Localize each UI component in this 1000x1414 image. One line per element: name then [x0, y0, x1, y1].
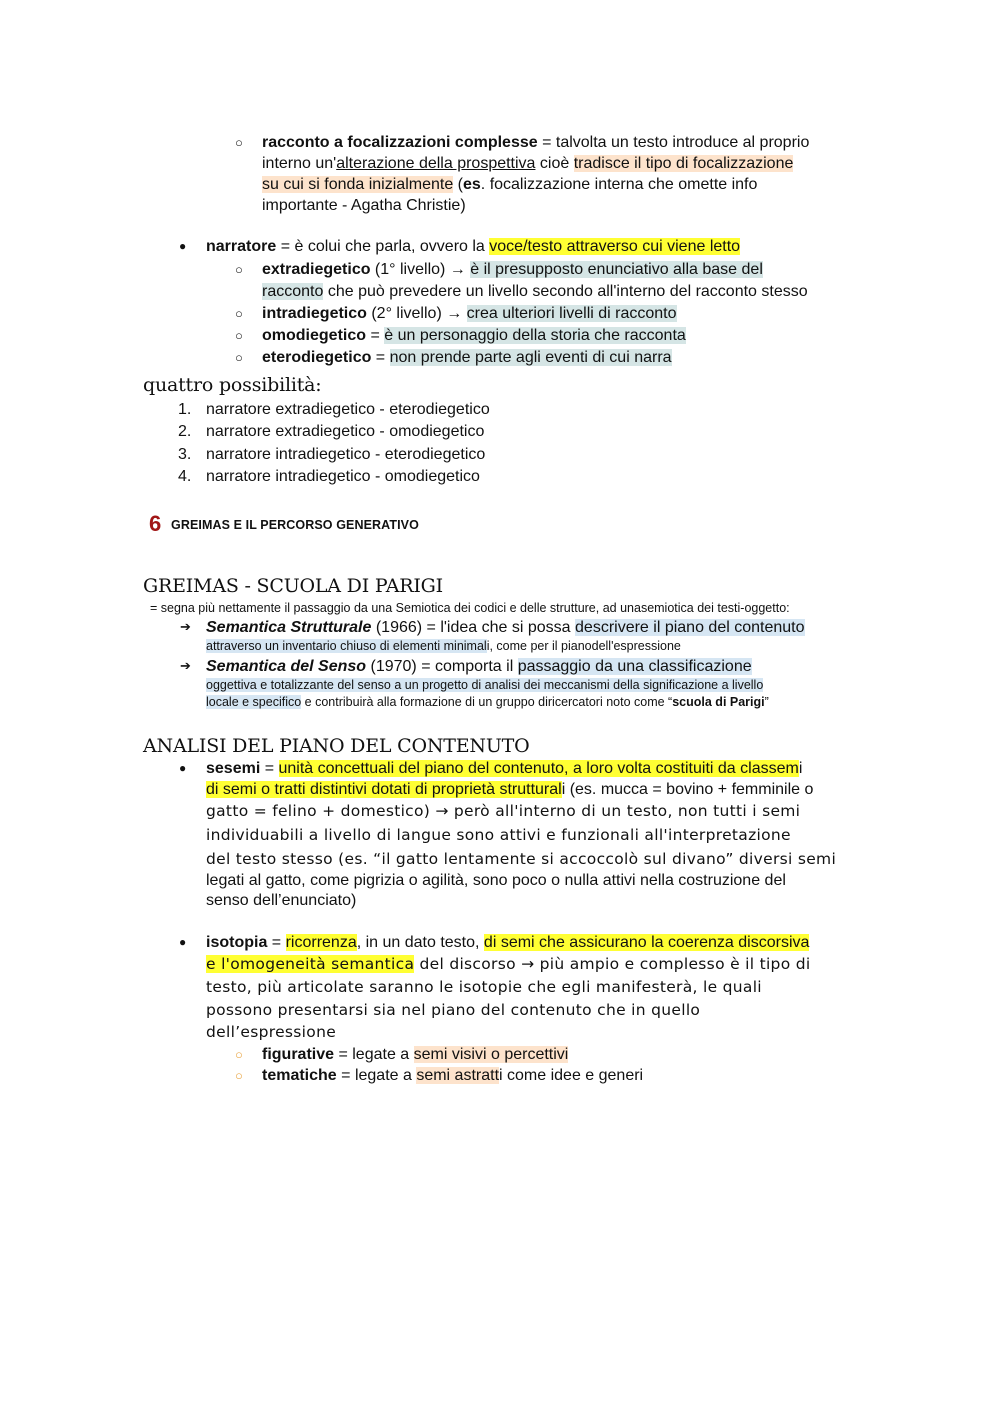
text: cioè	[535, 155, 574, 172]
bullet-circle-icon: ○	[235, 1068, 243, 1083]
intradiegetico-line	[262, 303, 677, 325]
text: i	[798, 760, 803, 777]
highlight: descrivere il piano del contenuto	[575, 619, 805, 636]
highlight: non prende parte agli eventi di cui narra	[389, 349, 672, 366]
highlight: e l'omogeneità semantica	[206, 955, 415, 973]
greimas-title: GREIMAS - SCUOLA DI PARIGI	[143, 575, 443, 597]
text: (2° livello) →	[366, 305, 467, 322]
bullet-dot-icon: ●	[179, 761, 187, 775]
bullet-circle-icon: ○	[235, 1047, 243, 1062]
sememi-line-4: individuabili a livello di langue sono attivi e funzionali all'interpretazione	[206, 826, 791, 844]
bullet-dot-icon: ●	[179, 239, 187, 253]
text: i come idee e generi	[499, 1067, 644, 1084]
highlight: semi astratt	[416, 1067, 500, 1084]
list-item-3	[178, 444, 191, 466]
list-item-1-text: narratore extradiegetico - eterodiegetico	[206, 401, 490, 418]
semantica-strutturale-line-1	[206, 617, 805, 639]
list-item-2	[178, 421, 191, 443]
text: =	[366, 327, 385, 344]
sememi-line-7: senso dell’enunciato)	[206, 892, 357, 909]
isotopia-line-4: possono presentarsi sia nel piano del contenuto che in quello	[206, 1001, 701, 1019]
analisi-title: ANALISI DEL PIANO DEL CONTENUTO	[143, 735, 530, 757]
highlight: di semi o tratti distintivi dotati di proprietà struttural	[206, 781, 562, 798]
sememi-line-6: legati al gatto, come pigrizia o agilità, sono poco o nulla attivi nella costruzione del	[206, 872, 786, 889]
isotopia-line-5: dell’espressione	[206, 1023, 337, 1041]
highlight: passaggio da una classificazione	[517, 658, 752, 675]
text: (	[453, 176, 463, 193]
section-number: 6	[149, 511, 162, 536]
sememi-line-5: del testo stesso (es. “il gatto lentamente si accoccolò sul divano” diversi semi	[206, 850, 837, 868]
highlight: attraverso un inventario chiuso di elementi minimal	[206, 639, 487, 653]
tematiche-line	[262, 1065, 643, 1087]
text: , in un dato testo,	[356, 934, 484, 951]
list-item-4	[178, 466, 191, 488]
extradiegetico-line-1	[262, 259, 763, 281]
semantica-strutturale-line-2	[206, 637, 681, 655]
focalizzazioni-line-4: importante - Agatha Christie)	[262, 197, 466, 214]
highlight: di semi che assicurano la coerenza discorsiva	[483, 934, 810, 951]
highlight: locale e specifico	[206, 695, 302, 709]
highlight: ricorrenza	[285, 934, 357, 951]
section-title: GREIMAS E IL PERCORSO GENERATIVO	[171, 518, 419, 532]
highlight: semi visivi o percettivi	[413, 1046, 569, 1063]
bullet-circle-icon: ○	[235, 306, 243, 321]
text: = talvolta un testo introduce al proprio	[537, 134, 810, 151]
highlight: racconto	[262, 283, 324, 300]
text: (1966) = l'idea che si possa	[371, 619, 576, 636]
sememi-line-1	[206, 758, 802, 780]
omodiegetico-line	[262, 325, 686, 347]
isotopia-line-2	[206, 953, 810, 977]
list-item-3-text: narratore intradiegetico - eterodiegetico	[206, 446, 486, 463]
text: = legate a	[334, 1046, 414, 1063]
semantica-senso-line-2	[206, 676, 763, 694]
text: = è colui che parla, ovvero la	[276, 238, 490, 255]
highlight: significazione a livello	[643, 678, 764, 692]
list-number: 1.	[178, 401, 192, 418]
bullet-circle-icon: ○	[235, 328, 243, 343]
term-focalizzazioni: racconto a focalizzazioni complesse	[262, 134, 538, 151]
narratore-line	[206, 236, 740, 258]
bullet-circle-icon: ○	[235, 262, 243, 277]
eterodiegetico-line	[262, 347, 672, 369]
text: (1° livello) →	[370, 261, 471, 278]
term: omodiegetico	[262, 327, 367, 344]
sememi-line-3: gatto = felino + domestico) → però all'interno di un testo, non tutti i semi	[206, 802, 801, 820]
highlight: crea ulteriori livelli di racconto	[466, 305, 677, 322]
term: figurative	[262, 1046, 335, 1063]
text: i, come per il pianodell'espressione	[486, 639, 681, 653]
highlight: tradisce il tipo di focalizzazione	[573, 155, 794, 172]
term: Semantica del Senso	[206, 658, 367, 675]
term: eterodiegetico	[262, 349, 372, 366]
semantica-senso-line-1	[206, 656, 752, 678]
isotopia-line-3: testo, più articolate saranno le isotopie che egli manifesterà, le quali	[206, 978, 762, 996]
term: sesemi	[206, 760, 261, 777]
text: =	[267, 934, 286, 951]
isotopia-line-1	[206, 932, 809, 954]
list-number: 4.	[178, 468, 192, 485]
greimas-intro: = segna più nettamente il passaggio da una Semiotica dei codici e delle strutture, ad unasemiotica dei testi-oggetto:	[150, 601, 790, 615]
highlight: è il presupposto enunciativo alla base del	[470, 261, 763, 278]
possibilita-title: quattro possibilità:	[143, 374, 322, 396]
bullet-circle-icon: ○	[235, 135, 243, 150]
bullet-circle-icon: ○	[235, 350, 243, 365]
term: intradiegetico	[262, 305, 367, 322]
text: interno un'	[262, 155, 337, 172]
highlight: su cui si fonda inizialmente	[262, 176, 454, 193]
text: . focalizzazione interna che omette info	[480, 176, 758, 193]
semantica-senso-line-3	[206, 693, 769, 711]
list-number: 3.	[178, 446, 192, 463]
highlight: è un personaggio della storia che racconta	[384, 327, 686, 344]
focalizzazioni-line-1	[262, 132, 809, 154]
text: (1970) = comporta il	[366, 658, 518, 675]
focalizzazioni-line-2	[262, 153, 793, 175]
sememi-line-2	[206, 779, 813, 801]
term: tematiche	[262, 1067, 337, 1084]
list-number: 2.	[178, 423, 192, 440]
focalizzazioni-line-3	[262, 174, 757, 196]
list-item-2-text: narratore extradiegetico - omodiegetico	[206, 423, 485, 440]
bullet-dot-icon: ●	[179, 935, 187, 949]
term: isotopia	[206, 934, 268, 951]
underlined-text: alterazione della prospettiva	[336, 155, 536, 172]
text: =	[260, 760, 279, 777]
text: ”	[764, 695, 769, 709]
highlight: voce/testo attraverso cui viene letto	[489, 238, 741, 255]
list-item-1	[178, 399, 191, 421]
highlight: unità concettuali del piano del contenuto, a loro volta costituiti da classem	[278, 760, 799, 777]
term: Semantica Strutturale	[206, 619, 372, 636]
text: scuola di Parigi	[672, 695, 765, 709]
figurative-line	[262, 1044, 568, 1066]
text: e contribuirà alla formazione di un gruppo diricercatori noto come “	[301, 695, 673, 709]
extradiegetico-line-2	[262, 281, 808, 303]
term: extradiegetico	[262, 261, 371, 278]
text: i (es. mucca = bovino + femminile o	[561, 781, 814, 798]
highlight: oggettiva e totalizzante del senso a un progetto di analisi dei meccanismi della	[206, 678, 644, 692]
term-narratore: narratore	[206, 238, 277, 255]
text: che può prevedere un livello secondo all'interno del racconto stesso	[323, 283, 808, 300]
list-item-4-text: narratore intradiegetico - omodiegetico	[206, 468, 480, 485]
text: del discorso → più ampio e complesso è il tipo di	[414, 955, 811, 973]
text: es	[463, 176, 481, 193]
text: = legate a	[336, 1067, 417, 1084]
arrow-right-icon: ➔	[180, 619, 191, 634]
text: =	[371, 349, 390, 366]
arrow-right-icon: ➔	[180, 658, 191, 673]
